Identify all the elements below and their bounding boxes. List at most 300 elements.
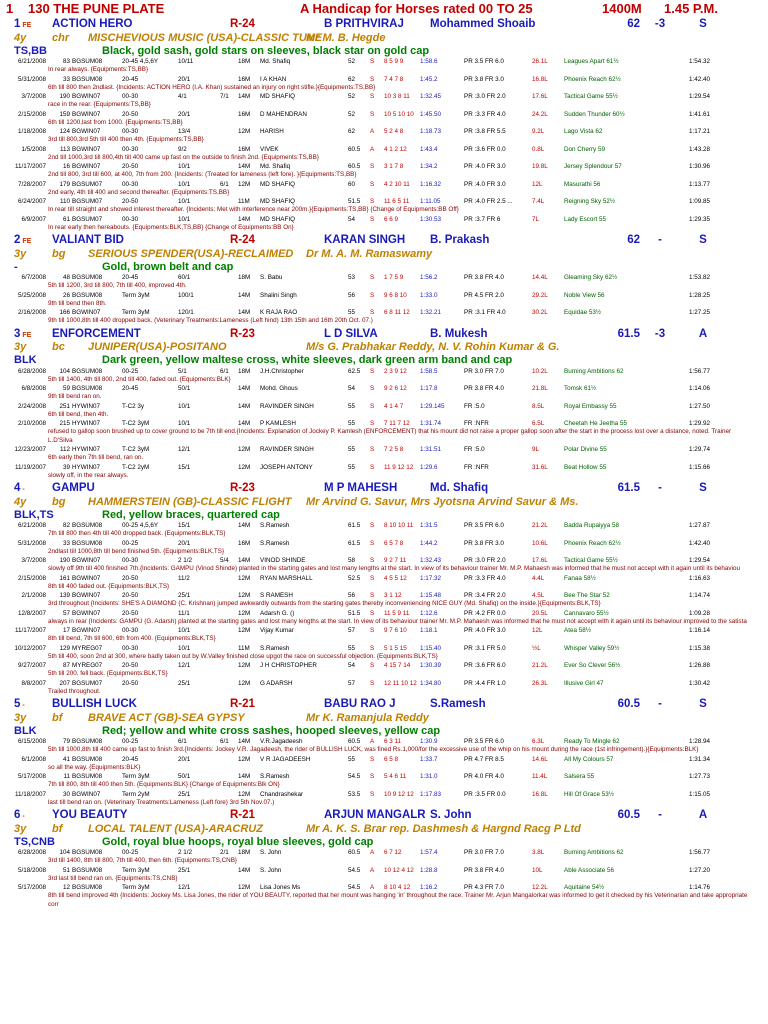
run-venue: HYWIN07: [72, 420, 100, 427]
run-margin: 6.5L: [532, 420, 545, 427]
run-margin: 7L: [532, 215, 540, 223]
run-jockey: S. John: [260, 849, 282, 856]
run-draw: S: [370, 539, 375, 547]
past-run-row: [0, 556, 768, 565]
run-date: 3/7/2008: [21, 557, 46, 564]
run-day: 51: [62, 866, 70, 874]
run-jockey: MD SHAFIQ: [260, 93, 295, 100]
run-day: 166: [59, 309, 70, 316]
run-winner-time: 1:53.82: [688, 274, 710, 281]
run-jockey: Lisa Jones Ms: [260, 884, 301, 891]
race-time: 1.45 P.M.: [664, 0, 718, 16]
run-odds: 13/4: [178, 128, 191, 135]
run-pr-fr: PR :3.1 FR 5.0: [464, 644, 506, 652]
run-margin: 26.1L: [532, 58, 548, 65]
past-run-row: [0, 626, 768, 635]
run-time: 1:18.73: [420, 128, 442, 135]
run-jockey: S.Ramesh: [260, 539, 290, 547]
horse-entry: [0, 808, 768, 909]
run-date: 2/15/2008: [17, 110, 46, 118]
run-odds: 2 1/2: [178, 849, 193, 856]
run-class: 20-50: [122, 592, 139, 599]
run-odds: 15/1: [178, 463, 191, 471]
run-winner: Able Associate 56: [564, 866, 615, 874]
run-class: 20-50: [122, 679, 139, 687]
past-run-comment: In rear always. {Equipments:TS,BB}: [48, 66, 149, 73]
run-day: 11: [63, 773, 70, 780]
run-sectional-positions: 11 6 5 11: [384, 198, 410, 205]
run-weight: 60.5: [348, 738, 361, 745]
run-date: 5/17/2008: [17, 884, 46, 891]
run-pr-fr: PR 3.0 FR 7.0: [464, 367, 504, 375]
run-jockey: V R JAGADEESH: [260, 755, 311, 763]
run-distance: 11M: [238, 198, 250, 205]
run-winner: Jersey Splendour 57: [564, 163, 622, 170]
horse-flag: -: [22, 702, 25, 709]
run-field: 6/1: [220, 738, 229, 745]
run-class: Term 2yM: [122, 790, 150, 798]
run-sectional-positions: 5 4 6 11: [384, 773, 407, 780]
run-venue: BGSUM08: [72, 367, 103, 375]
run-weight: 54.5: [348, 884, 361, 891]
run-sectional-positions: 10 5 10 10: [384, 110, 414, 118]
race-number: 1: [6, 0, 14, 16]
run-draw: S: [370, 58, 375, 65]
run-venue: BGWIN07: [72, 609, 101, 617]
run-date: 6/7/2008: [21, 274, 46, 281]
run-draw: A: [370, 849, 375, 856]
run-sectional-positions: 4 5 5 12: [384, 574, 407, 582]
run-weight: 54: [348, 385, 356, 392]
run-time: 1:43.4: [420, 145, 438, 153]
run-day: 30: [62, 790, 70, 798]
run-draw: S: [370, 291, 375, 299]
past-run-row: [0, 591, 768, 600]
horse-owner: Mr M. B. Hegde: [306, 31, 386, 44]
run-odds: 10/1: [178, 180, 191, 188]
run-draw: S: [370, 215, 375, 223]
run-distance: 12M: [238, 180, 251, 188]
run-distance: 12M: [238, 446, 251, 453]
run-winner-time: 1:09.85: [688, 198, 710, 205]
run-field: 2/1: [220, 849, 229, 856]
run-margin: 0.8L: [532, 145, 545, 153]
run-date: 6/24/2007: [17, 198, 46, 205]
run-venue: BGSUM08: [72, 884, 103, 891]
run-time: 1:12.6: [420, 609, 438, 617]
run-winner-time: 1:09.28: [688, 609, 710, 617]
run-sectional-positions: 9 7 6 10: [384, 627, 407, 634]
run-odds: 20/1: [178, 110, 191, 118]
run-distance: 18M: [238, 274, 251, 281]
horse-pedigree: LOCAL TALENT (USA)-ARACRUZ: [88, 822, 263, 835]
run-winner: Beat Hollow 55: [564, 463, 607, 471]
run-winner-time: 1:14.06: [688, 385, 710, 392]
run-class: 20-45: [122, 385, 139, 392]
run-draw: S: [370, 367, 375, 375]
run-margin: 14.4L: [532, 274, 548, 281]
run-draw: S: [370, 110, 375, 118]
horse-colour: bg: [52, 495, 66, 508]
run-time: 1:57.4: [420, 849, 438, 856]
run-odds: 10/1: [178, 215, 191, 223]
past-run-row: [0, 539, 768, 548]
run-winner: Equidae 53½: [564, 309, 602, 316]
horse-age: 4y: [14, 495, 27, 508]
run-margin: 9.2L: [532, 128, 545, 135]
run-date: 2/16/2008: [17, 309, 46, 316]
horse-number-value: 1: [14, 18, 21, 30]
horse-equipment: BLK,TS: [14, 508, 54, 521]
run-draw: S: [370, 592, 375, 599]
run-odds: 60/1: [178, 274, 191, 281]
past-run-comment: 2nd early, 4th till 400 and second thereafter. {Equipments:TS,BB}: [48, 188, 230, 196]
run-day: 124: [59, 128, 70, 135]
run-jockey: P KAMLESH: [260, 420, 296, 427]
run-jockey: G ADARSH: [260, 679, 293, 687]
past-run-comment: slowly off 9th till 400 finished 7th.{Incidents: GAMPU (Vinod Shinde) planted in the starting gates and lost many lengths at the start. In view of its behaviour trainer Mr. M.P. Mahaesh was informed that he must not accept with it again until its behaviou: [48, 565, 740, 572]
horse-number: [0, 18, 52, 30]
run-class: T-C2 3y: [122, 402, 145, 410]
run-winner-time: 1:27.20: [688, 866, 710, 874]
run-jockey: RAVINDER SINGH: [260, 402, 314, 410]
horse-owner: Mr K. Ramanjula Reddy: [306, 711, 429, 724]
horse-name: BULLISH LUCK: [52, 698, 137, 710]
run-pr-fr: PR 3.5 FR 6.0: [464, 522, 504, 529]
run-odds: 10/1: [178, 163, 191, 170]
horse-number-value: 4: [14, 482, 21, 494]
run-class: Term 3yM: [122, 773, 150, 780]
run-draw: S: [370, 274, 375, 281]
run-winner-time: 1:29.35: [688, 215, 710, 223]
run-winner: Ready To Mingle 62: [564, 738, 620, 745]
past-run-row: [0, 609, 768, 618]
run-sectional-positions: 2 3 9 12: [384, 367, 407, 375]
run-sectional-positions: 6 8 11 12: [384, 309, 410, 316]
run-sectional-positions: 3 1 12: [384, 592, 402, 599]
horse-breeding-line: [0, 495, 768, 508]
past-run-comment: so all the way. {Equipments:BLK}: [48, 763, 141, 771]
run-day: 59: [62, 385, 70, 392]
run-odds: 10/1: [178, 644, 191, 652]
run-time: 1:17.8: [420, 385, 438, 392]
run-jockey: Vijay Kumar: [260, 627, 294, 634]
run-date: 5/18/2008: [17, 866, 46, 874]
run-margin: 30.2L: [532, 309, 548, 316]
run-winner-time: 1:29.54: [688, 93, 710, 100]
run-pr-fr: PR :4.2 FR 0.0: [464, 609, 506, 617]
run-pr-fr: PR :3.8 FR 5.5: [464, 128, 506, 135]
run-winner-time: 1:16.63: [688, 574, 710, 582]
run-time: 1:58.5: [420, 367, 438, 375]
run-odds: 4/1: [178, 93, 187, 100]
horse-colour: bf: [52, 711, 63, 724]
past-run-row: [0, 402, 768, 411]
run-day: 215: [59, 420, 70, 427]
run-time: 1:45.2: [420, 75, 438, 83]
horse-class: S: [699, 234, 707, 246]
run-margin: 16.8L: [532, 75, 548, 83]
run-date: 5/31/2008: [17, 75, 46, 83]
run-odds: 12/1: [178, 884, 191, 891]
horse-owner: Dr M. A. M. Ramaswamy: [306, 247, 433, 260]
run-venue: BGWIN07: [72, 790, 101, 798]
run-venue: BGSUM07: [72, 180, 103, 188]
run-distance: 14M: [238, 402, 251, 410]
past-run-row: [0, 127, 768, 136]
run-distance: 16M: [238, 539, 251, 547]
horse-flag: FE: [22, 331, 32, 339]
past-run-row: [0, 308, 768, 317]
past-run-row: [0, 644, 768, 653]
horse-number: [0, 482, 52, 494]
run-jockey: Mohd. Ghous: [260, 385, 298, 392]
run-pr-fr: PR :4.0 FR 2.5 ...: [464, 198, 513, 205]
run-weight: 55: [348, 402, 356, 410]
horse-jockey: L D SILVA: [324, 327, 378, 340]
run-margin: 3.8L: [532, 849, 545, 856]
horse-silks-line: [0, 835, 768, 848]
run-date: 9/27/2007: [17, 662, 46, 669]
run-day: 190: [59, 557, 70, 564]
run-venue: BGWIN07: [72, 163, 101, 170]
horse-name: YOU BEAUTY: [52, 809, 128, 821]
run-margin: 6.3L: [532, 738, 545, 745]
run-margin: 12L: [532, 627, 543, 634]
horse-colour: bc: [52, 341, 65, 353]
horse-trainer: S. John: [430, 809, 472, 821]
past-run-row: [0, 145, 768, 154]
horse-breeding-line: [0, 822, 768, 835]
run-sectional-positions: 8 10 4 12: [384, 884, 411, 891]
horse-breeding-line: [0, 31, 768, 44]
horse-pedigree: JUNIPER(USA)-POSITANO: [88, 341, 227, 353]
run-jockey: VIVEK: [260, 145, 279, 153]
horse-number: [0, 328, 52, 340]
run-draw: S: [370, 679, 375, 687]
run-venue: BGWIN07: [72, 574, 101, 582]
run-margin: 12L: [532, 180, 543, 188]
run-winner: Hill Of Grace 53½: [564, 790, 615, 798]
run-time: 1:45.50: [420, 110, 442, 118]
run-pr-fr: PR 3.8 FR 4.0: [464, 274, 504, 281]
run-odds: 100/1: [178, 291, 194, 299]
run-weight: 55: [348, 755, 356, 763]
run-class: 20-50: [122, 662, 139, 669]
horse-silks-line: [0, 508, 768, 521]
past-run-row: [0, 180, 768, 189]
run-sectional-positions: 4 1 2 12: [384, 145, 407, 153]
run-day: 110: [59, 198, 70, 205]
run-sectional-positions: 6 5 8: [384, 755, 399, 763]
run-distance: 14M: [238, 420, 251, 427]
past-run-comment: always in rear {Incidents: GAMPU (G. Adarsh) planted at the starting gates and lost many lengths at the start. In view of its behaviour trainer Mr. M.P. Mahaesh was informed that he must not accept with it again until its behaviour improved to the satista: [48, 617, 747, 625]
horse-line: [0, 481, 768, 495]
horse-rating: R-21: [230, 809, 255, 821]
run-winner-time: 1:26.88: [688, 662, 710, 669]
horse-age: 3y: [14, 341, 27, 353]
run-margin: 7.4L: [532, 198, 545, 205]
horse-name: ACTION HERO: [52, 18, 133, 30]
run-weight: 54.5: [348, 773, 361, 780]
past-run-row: [0, 445, 768, 454]
horse-trainer: B. Prakash: [430, 234, 490, 246]
run-pr-fr: PR :4.0 FR 3.0: [464, 627, 506, 634]
run-weight: 52: [348, 110, 356, 118]
horse-rating: R-23: [230, 327, 255, 340]
run-winner-time: 1:27.50: [688, 402, 710, 410]
run-class: T-C2 3yM: [122, 446, 150, 453]
run-venue: BGWIN07: [72, 627, 101, 634]
run-draw: S: [370, 522, 375, 529]
horse-colour: bf: [52, 822, 63, 835]
run-distance: 12M: [238, 609, 251, 617]
run-date: 6/28/2008: [17, 367, 46, 375]
run-winner: Cannavaro 55½: [564, 609, 609, 617]
run-pr-fr: PR :4.0 FR 3.0: [464, 180, 506, 188]
run-sectional-positions: 6 3 11: [384, 738, 402, 745]
run-sectional-positions: 12 11 10 12: [384, 679, 417, 687]
past-run-comment: In rear early then hereabouts. {Equipments:BLK,TS,BB} {Change of Equipments:BB On}: [48, 223, 294, 231]
run-sectional-positions: 4 1 4 7: [384, 402, 404, 410]
run-distance: 14M: [238, 309, 251, 316]
run-distance: 14M: [238, 866, 251, 874]
run-sectional-positions: 11 5 9 11: [384, 609, 410, 617]
run-winner-time: 1:28.25: [688, 291, 710, 299]
run-winner-time: 1:43.28: [688, 145, 710, 153]
run-weight: 57: [348, 679, 356, 687]
run-winner-time: 1:54.32: [688, 58, 710, 65]
horse-number-value: 6: [14, 809, 21, 821]
run-draw: S: [370, 198, 375, 205]
run-venue: BGSUM08: [72, 274, 103, 281]
horse-line: [0, 233, 768, 247]
run-venue: BGWIN07: [72, 145, 101, 153]
run-time: 1:18.1: [420, 627, 438, 634]
horse-jockey: B PRITHVIRAJ: [324, 18, 404, 30]
run-winner: Bee The Star 52: [564, 592, 610, 599]
run-draw: S: [370, 609, 375, 617]
run-day: 82: [62, 522, 70, 529]
run-day: 61: [62, 215, 70, 223]
run-winner-time: 1:13.77: [688, 180, 710, 188]
run-distance: 14M: [238, 291, 251, 299]
run-winner-time: 1:15.66: [688, 463, 710, 471]
run-jockey: VINOD SHINDE: [260, 557, 306, 564]
run-date: 6/21/2008: [17, 522, 46, 529]
past-run-comment: 2ndlast till 1000,8th till bend finished 5th. {Equipments:BLK,TS}: [48, 547, 225, 555]
run-weight: 56: [348, 291, 356, 299]
horse-breeding-line: [0, 711, 768, 724]
run-class: 00-25: [122, 849, 139, 856]
run-class: 00-30: [122, 557, 139, 564]
run-jockey: Md. Shafiq: [260, 163, 291, 170]
run-draw: S: [370, 755, 375, 763]
horse-class: A: [698, 809, 708, 821]
horse-equipment: -: [14, 260, 18, 273]
run-winner-time: 1:31.34: [688, 755, 710, 763]
run-odds: 10/1: [178, 402, 191, 410]
run-winner: Phoenix Reach 62½: [564, 539, 621, 547]
run-pr-fr: FR :NFR: [464, 463, 489, 471]
past-run-comment: 3rd till 1400, 8th till 800, 7th till 400, then 6th. {Equipments:TS,CNB}: [48, 857, 238, 864]
past-run-row: [0, 790, 768, 799]
run-odds: 9/2: [178, 145, 187, 153]
run-distance: 12M: [238, 884, 251, 891]
run-day: 41: [62, 755, 70, 763]
past-run-comment: 8th till 400 faded out. {Equipments:BLK,TS}: [48, 582, 170, 590]
horse-trainer: Mohammed Shoaib: [430, 18, 536, 30]
run-weight: 55: [348, 309, 356, 316]
run-date: 12/23/2007: [14, 446, 46, 453]
run-distance: 14M: [238, 773, 251, 780]
run-time: 1:30.39: [420, 662, 442, 669]
horse-entry: [0, 697, 768, 807]
run-class: 20-45: [122, 75, 139, 83]
run-day: 159: [59, 110, 70, 118]
run-weight: 55: [348, 644, 356, 652]
run-date: 6/21/2008: [17, 58, 46, 65]
run-winner: Lago Vista 62: [564, 128, 603, 135]
run-date: 3/7/2008: [21, 93, 46, 100]
run-pr-fr: FR :NFR: [464, 420, 489, 427]
horse-flag: -: [22, 813, 25, 820]
run-pr-fr: PR 4.5 FR 2.0: [464, 291, 504, 299]
run-pr-fr: FR :5.0: [464, 402, 485, 410]
run-winner-time: 1:42.40: [688, 539, 710, 547]
horse-line: [0, 327, 768, 341]
run-class: 00-25: [122, 367, 139, 375]
run-winner: Burning Ambitions 62: [564, 367, 624, 375]
past-run-row: [0, 755, 768, 764]
run-class: 00-25: [122, 738, 139, 745]
horse-breeding-line: [0, 247, 768, 260]
run-weight: 62.5: [348, 367, 361, 375]
run-time: 1:31.51: [420, 446, 442, 453]
horse-allowance: -: [658, 482, 662, 494]
run-jockey: Md. Shafiq: [260, 58, 291, 65]
run-pr-fr: PR 3.5 FR 6.0: [464, 58, 504, 65]
run-class: 20-50: [122, 163, 139, 170]
run-draw: A: [370, 866, 375, 874]
run-margin: 19.8L: [532, 163, 548, 170]
run-winner: Aquitaine 54½: [564, 884, 605, 891]
run-margin: 9L: [532, 446, 540, 453]
run-winner-time: 1:28.94: [688, 738, 710, 745]
run-margin: 8.5L: [532, 402, 545, 410]
past-run-row: [0, 291, 768, 300]
run-winner: Sudden Thunder 60½: [564, 110, 625, 118]
run-venue: HYWIN07: [72, 463, 100, 471]
run-odds: 6/1: [178, 738, 187, 745]
horse-owner: M/s G. Prabhakar Reddy, N. V. Rohin Kumar & G.: [306, 341, 560, 353]
horse-rating: R-23: [230, 482, 255, 494]
run-date: 10/12/2007: [14, 644, 46, 652]
run-sectional-positions: 10 12 4 12: [384, 866, 414, 874]
run-draw: S: [370, 446, 375, 453]
run-weight: 52: [348, 58, 356, 65]
run-winner: Masurathi 56: [564, 180, 601, 188]
run-weight: 58: [348, 557, 356, 564]
run-sectional-positions: 11 9 12 12: [384, 463, 414, 471]
horse-number-value: 5: [14, 698, 21, 710]
run-venue: BGSUM08: [72, 385, 103, 392]
run-weight: 54: [348, 215, 356, 223]
run-field: 5/4: [220, 557, 229, 564]
horse-age: 3y: [14, 711, 27, 724]
horse-entry: [0, 481, 768, 696]
horse-class: S: [699, 18, 707, 30]
